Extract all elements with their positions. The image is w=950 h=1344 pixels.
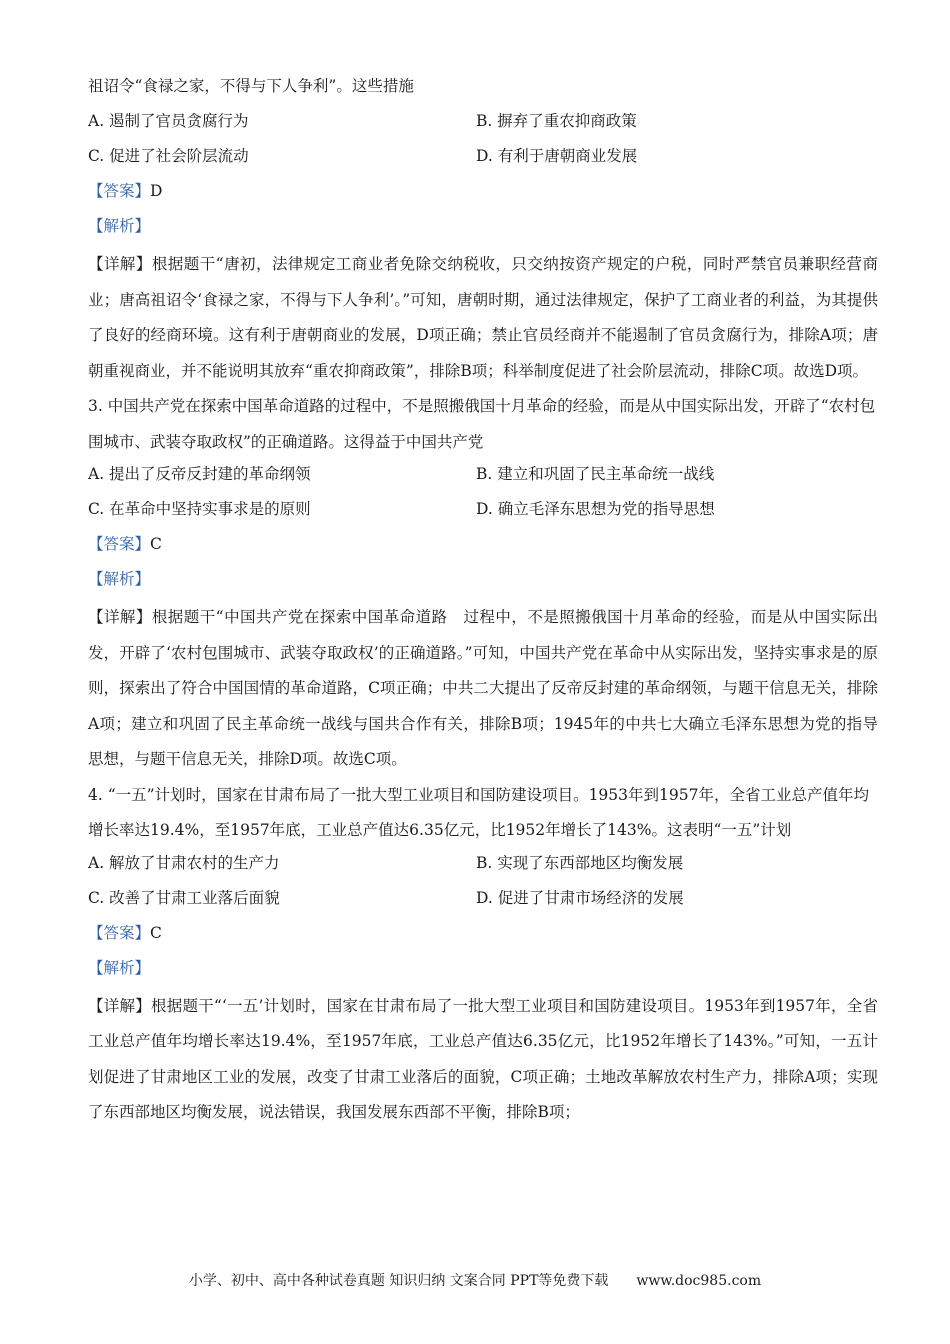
q3-option-d: D. 确立毛泽东思想为党的指导思想 xyxy=(476,500,715,518)
q4-analysis-heading xyxy=(88,954,878,989)
q3-detail-text: 根据题干“中国共产党在探索中国革命道路 过程中，不是照搬俄国十月革命的经验，而是从中国实际出发，开辟了‘农村包围城市、武装夺取政权’的正确道路。”可知，中国共产党在革命中从实际出发，坚持实事求是的原则，探索出了符合中国国情的革命道路，C项正确；中共二大提出了反帝反封建的革命纲领，与题干信息无关，排除A项；建立和巩固了民主革命统一战线与国共合作有关，排除B项；1945年的中共七大确立毛泽东思想为党的指导思想，与题干信息无关，排除D项。故选C项。 xyxy=(88,608,878,768)
q2-detail xyxy=(88,247,878,389)
q4-option-a: A. 解放了甘肃农村的生产力 xyxy=(88,853,280,872)
q4-detail-text: 根据题干“‘一五’计划时，国家在甘肃布局了一批大型工业项目和国防建设项目。1953年到1957年，全省工业总产值年均增长率达19.4%，至1957年底，工业总产值达6.35亿元，比1952年增长了143%。”可知，一五计划促进了甘肃地区工业的发展，改变了甘肃工业落后的面貌，C项正确；土地改革解放农村生产力，排除A项；实现了东西部地区均衡发展，说法错误，我国发展东西部不平衡，排除B项； xyxy=(88,996,878,1121)
q3-stem: 3. 中国共产党在探索中国革命道路的过程中，不是照搬俄国十月革命的经验，而是从中国实际出发，开辟了“农村包围城市、武装夺取政权”的正确道路。这得益于中国共产党 xyxy=(88,397,876,451)
q3-detail xyxy=(88,600,878,778)
footer-text: 小学、初中、高中各种试卷真题 知识归纳 文案合同 PPT等免费下载 xyxy=(188,1273,609,1289)
q2-option-c: C. 促进了社会阶层流动 xyxy=(88,147,249,165)
answer-tag: 【答案】 xyxy=(88,923,151,942)
q4-option-c: C. 改善了甘肃工业落后面貌 xyxy=(88,888,280,907)
detail-tag: 【详解】 xyxy=(88,608,152,626)
q4-options-row-1 xyxy=(88,849,878,884)
q4-option-d: D. 促进了甘肃市场经济的发展 xyxy=(476,888,684,907)
q3-answer xyxy=(88,530,878,565)
q4-detail xyxy=(88,989,878,1131)
detail-tag: 【详解】 xyxy=(88,996,151,1015)
answer-tag: 【答案】 xyxy=(88,182,151,200)
answer-tag: 【答案】 xyxy=(88,535,151,553)
q3-option-c: C. 在革命中坚持实事求是的原则 xyxy=(88,500,311,518)
q3-options-row-2 xyxy=(88,495,878,530)
q2-option-d: D. 有利于唐朝商业发展 xyxy=(476,147,638,165)
q2-option-a: A. 遏制了官员贪腐行为 xyxy=(88,112,249,130)
q4-answer xyxy=(88,919,878,954)
q3-analysis-heading xyxy=(88,565,878,600)
q3-answer-value: C xyxy=(150,535,162,553)
q2-answer xyxy=(88,177,878,212)
q3-options-row-1 xyxy=(88,460,878,495)
q3-option-b: B. 建立和巩固了民主革命统一战线 xyxy=(476,465,715,483)
q2-options-row-1 xyxy=(88,107,878,142)
q2-option-b: B. 摒弃了重农抑商政策 xyxy=(476,112,637,130)
analysis-tag: 【解析】 xyxy=(88,570,151,588)
analysis-tag: 【解析】 xyxy=(88,217,151,235)
detail-tag: 【详解】 xyxy=(88,255,152,273)
q4-stem: 4. “一五”计划时，国家在甘肃布局了一批大型工业项目和国防建设项目。1953年到1957年，全省工业总产值年均增长率达19.4%，至1957年底，工业总产值达6.35亿元，比1952年增长了143%。这表明“一五”计划 xyxy=(88,785,869,839)
analysis-tag: 【解析】 xyxy=(88,958,151,977)
q4-answer-value: C xyxy=(150,923,162,942)
document-body xyxy=(88,72,878,1131)
footer-site-link[interactable]: www.doc985.com xyxy=(636,1273,762,1289)
q2-stem-tail: 祖诏令“食禄之家，不得与下人争利”。这些措施 xyxy=(88,77,414,95)
q2-options-row-2 xyxy=(88,142,878,177)
page-footer xyxy=(0,1270,950,1290)
q4-options-row-2 xyxy=(88,884,878,919)
q4-option-b: B. 实现了东西部地区均衡发展 xyxy=(476,853,684,872)
q2-analysis-heading xyxy=(88,212,878,247)
q2-answer-value: D xyxy=(150,182,163,200)
q2-detail-text: 根据题干“唐初，法律规定工商业者免除交纳税收，只交纳按资产规定的户税，同时严禁官员兼职经营商业；唐高祖诏令‘食禄之家，不得与下人争利’。”可知，唐朝时期，通过法律规定，保护了工商业者的利益，为其提供了良好的经商环境。这有利于唐朝商业的发展，D项正确；禁止官员经商并不能遏制了官员贪腐行为，排除A项；唐朝重视商业，并不能说明其放弃“重农抑商政策”，排除B项；科举制度促进了社会阶层流动，排除C项。故选D项。 xyxy=(88,255,878,380)
q3-option-a: A. 提出了反帝反封建的革命纲领 xyxy=(88,465,311,483)
